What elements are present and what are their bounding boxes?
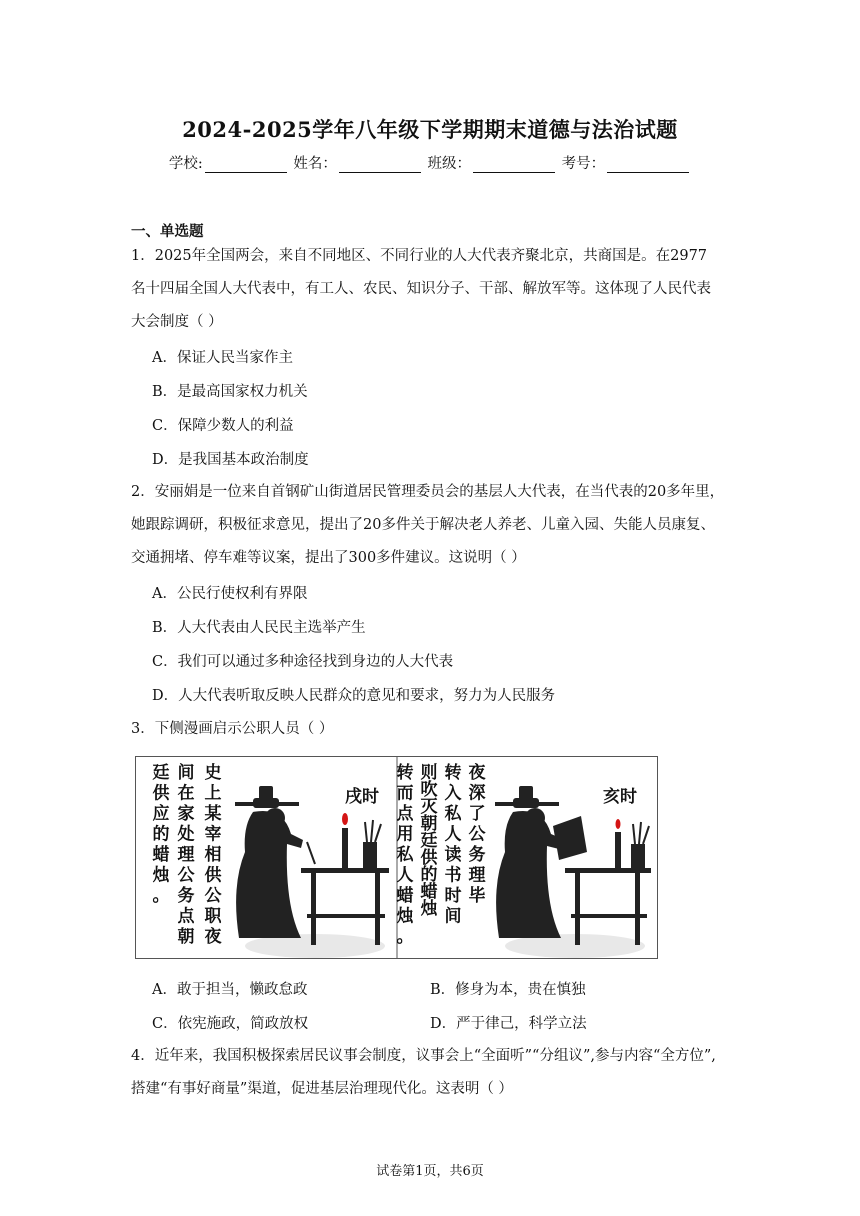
question-line: 4．近年来，我国积极探索居民议事会制度，议事会上“全面听”“分组议”,参与内容“全方位”,	[131, 1048, 716, 1064]
question-line: 交通拥堵、停车难等议案，提出了300多件建议。这说明（ ）	[131, 550, 526, 566]
right-text-col-1: 夜深了公务理毕	[468, 763, 486, 906]
left-text-col-3: 廷供应的蜡烛。	[152, 763, 170, 906]
question-line: 她跟踪调研，积极征求意见，提出了20多件关于解决老人养老、儿童入园、失能人员康复、	[131, 517, 715, 533]
page-title: 2024-2025学年八年级下学期期末道德与法治试题	[182, 117, 678, 142]
left-time-label: 戌时	[345, 787, 379, 807]
comic-illustration	[135, 756, 658, 959]
question-line: 1．2025年全国两会，来自不同地区、不同行业的人大代表齐聚北京，共商国是。在2977	[131, 248, 708, 264]
q3-option-b[interactable]: B．修身为本，贵在慎独	[430, 982, 586, 998]
right-text-col-3: 则吹灭朝廷供的蜡烛	[420, 763, 438, 919]
class-blank[interactable]	[473, 158, 555, 173]
question-2	[131, 476, 733, 575]
q2-option-b[interactable]: B．人大代表由人民民主选举产生	[152, 620, 366, 636]
question-line: 搭建“有事好商量”渠道，促进基层治理现代化。这表明（ ）	[131, 1081, 513, 1097]
school-blank[interactable]	[205, 158, 287, 173]
section-title: 一、单选题	[131, 223, 204, 240]
exam-no-label: 考号：	[561, 156, 606, 172]
question-line: 名十四届全国人大代表中，有工人、农民、知识分子、干部、解放军等。这体现了人民代表	[131, 281, 711, 297]
student-info-line	[0, 152, 860, 173]
q1-option-a[interactable]: A．保证人民当家作主	[152, 350, 293, 366]
q1-option-c[interactable]: C．保障少数人的利益	[152, 418, 294, 434]
q2-option-a[interactable]: A．公民行使权利有界限	[152, 586, 308, 602]
left-text-col-2: 间在家处理公务点朝	[177, 763, 195, 947]
right-text-col-2: 转入私人读书时间	[444, 763, 462, 927]
question-3	[131, 713, 733, 746]
q3-option-d[interactable]: D．严于律己，科学立法	[430, 1016, 587, 1032]
name-blank[interactable]	[339, 158, 421, 173]
q3-option-a[interactable]: A．敢于担当，懒政怠政	[152, 982, 308, 998]
right-text-col-4: 转而点用私人蜡烛。	[396, 763, 414, 947]
question-line: 大会制度（ ）	[131, 314, 223, 330]
question-line: 2．安丽娟是一位来自首钢矿山街道居民管理委员会的基层人大代表，在当代表的20多年里，	[131, 484, 725, 500]
q1-option-d[interactable]: D．是我国基本政治制度	[152, 452, 309, 468]
name-label: 姓名：	[293, 156, 337, 172]
left-text-col-1: 史上某宰相供公职夜	[204, 763, 222, 947]
question-line: 3．下侧漫画启示公职人员（ ）	[131, 721, 334, 737]
right-time-label: 亥时	[603, 787, 637, 807]
q3-option-c[interactable]: C．依宪施政，简政放权	[152, 1016, 309, 1032]
page-footer: 试卷第1页，共6页	[376, 1164, 484, 1179]
school-label: 学校:	[168, 156, 203, 172]
q1-option-b[interactable]: B．是最高国家权力机关	[152, 384, 308, 400]
q2-option-d[interactable]: D．人大代表听取反映人民群众的意见和要求，努力为人民服务	[152, 688, 556, 704]
question-1	[131, 240, 733, 339]
question-4	[131, 1040, 733, 1106]
class-label: 班级：	[427, 156, 471, 172]
q2-option-c[interactable]: C．我们可以通过多种途径找到身边的人大代表	[152, 654, 454, 670]
exam-no-blank[interactable]	[607, 158, 689, 173]
